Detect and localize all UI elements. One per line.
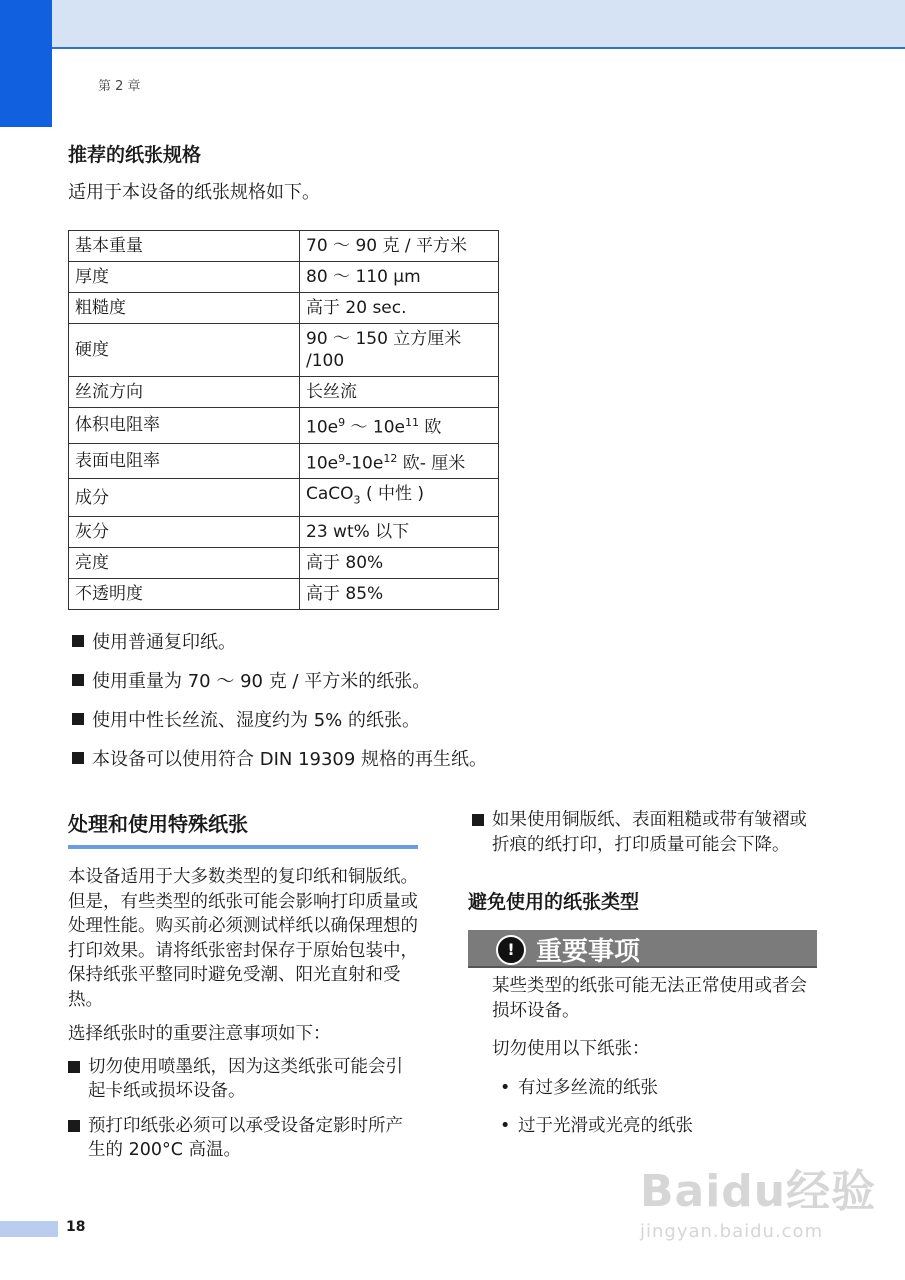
table-row	[69, 408, 499, 444]
table-row	[69, 578, 499, 609]
list-item-text: 预打印纸张必须可以承受设备定影时所产生的 200°C 高温。	[88, 1115, 403, 1160]
important-banner	[468, 930, 817, 968]
spec-label: 表面电阻率	[69, 443, 300, 479]
table-row	[69, 262, 499, 293]
value-part: -10e	[345, 453, 384, 474]
exponent: 9	[338, 416, 346, 429]
spec-value: 高于 85%	[300, 578, 499, 609]
spec-label: 硬度	[69, 324, 300, 377]
chapter-label: 第 2 章	[98, 79, 141, 94]
table-row	[69, 293, 499, 324]
square-bullet-icon	[72, 674, 84, 686]
value-unit: 欧	[419, 417, 442, 438]
bullet-dot-icon: •	[500, 1077, 511, 1098]
square-bullet-icon	[72, 713, 84, 725]
important-text: 切勿使用以下纸张：	[492, 1039, 650, 1059]
spec-value: 90 ～ 150 立方厘米 /100	[300, 324, 499, 377]
right-column	[468, 808, 817, 1152]
list-item-text: 使用重量为 70 ～ 90 克 / 平方米的纸张。	[92, 671, 431, 692]
header-band	[0, 0, 905, 49]
spec-value: 70 ～ 90 克 / 平方米	[300, 231, 499, 262]
square-bullet-icon	[72, 752, 84, 764]
section-title-special-paper: 处理和使用特殊纸张	[68, 812, 248, 836]
section-intro: 适用于本设备的纸张规格如下。	[68, 182, 320, 203]
square-bullet-icon	[68, 1061, 80, 1073]
caution-list-continued	[472, 808, 817, 857]
spec-value	[300, 479, 499, 516]
section-title-recommended-paper: 推荐的纸张规格	[68, 144, 202, 166]
baidu-watermark	[640, 1155, 876, 1242]
paragraph: 选择纸张时的重要注意事项如下：	[68, 1024, 331, 1044]
list-item	[72, 747, 487, 769]
list-item	[68, 1114, 420, 1163]
table-row	[69, 443, 499, 479]
exponent: 9	[338, 451, 346, 465]
footer-band	[0, 1221, 58, 1237]
section-title-avoid-paper: 避免使用的纸张类型	[468, 891, 640, 913]
spec-label: 丝流方向	[69, 377, 300, 408]
spec-value	[300, 408, 499, 444]
exponent: 12	[383, 451, 398, 465]
list-item-text: 使用中性长丝流、湿度约为 5% 的纸张。	[92, 710, 420, 731]
important-text: 某些类型的纸张可能无法正常使用或者会损坏设备。	[492, 976, 807, 1021]
page-number: 18	[66, 1219, 86, 1235]
list-item	[472, 808, 817, 857]
list-item	[500, 1114, 817, 1138]
caution-list	[68, 1055, 420, 1163]
table-row	[69, 231, 499, 262]
subscript: 3	[353, 493, 361, 507]
table-row	[69, 547, 499, 578]
value-unit: 欧- 厘米	[397, 453, 466, 474]
important-title: 重要事项	[536, 937, 641, 967]
spec-label: 成分	[69, 479, 300, 516]
spec-label: 厚度	[69, 262, 300, 293]
table-row	[69, 377, 499, 408]
square-bullet-icon	[472, 814, 484, 826]
spec-value: 高于 80%	[300, 547, 499, 578]
spec-value: 长丝流	[300, 377, 499, 408]
spec-label: 基本重量	[69, 231, 300, 262]
paper-spec-table	[68, 230, 499, 610]
exponent: 11	[405, 416, 419, 429]
watermark-logo-text: Baidu经验	[640, 1166, 877, 1217]
spec-value: 高于 20 sec.	[300, 293, 499, 324]
spec-value	[300, 443, 499, 479]
list-item-text: 切勿使用喷墨纸，因为这类纸张可能会引起卡纸或损坏设备。	[88, 1056, 403, 1101]
recommendation-list	[72, 630, 487, 786]
table-row	[69, 516, 499, 547]
list-item-text: 有过多丝流的纸张	[518, 1077, 658, 1098]
table-row	[69, 324, 499, 377]
value-part: CaCO	[306, 484, 354, 505]
warning-icon: !	[496, 935, 526, 965]
list-item-text: 本设备可以使用符合 DIN 19309 规格的再生纸。	[92, 749, 488, 770]
list-item-text: 如果使用铜版纸、表面粗糙或带有皱褶或折痕的纸打印，打印质量可能会下降。	[492, 810, 807, 855]
spec-label: 体积电阻率	[69, 408, 300, 444]
spec-label: 灰分	[69, 516, 300, 547]
list-item-text: 过于光滑或光亮的纸张	[518, 1115, 693, 1136]
square-bullet-icon	[68, 1120, 80, 1132]
list-item-text: 使用普通复印纸。	[92, 632, 236, 653]
spec-label: 亮度	[69, 547, 300, 578]
list-item	[500, 1076, 817, 1100]
list-item	[72, 708, 487, 730]
spec-label: 粗糙度	[69, 293, 300, 324]
avoid-list	[500, 1076, 817, 1138]
left-column	[68, 808, 420, 1173]
title-underline	[68, 845, 418, 849]
value-part: 10e	[306, 417, 339, 438]
value-part: 10e	[306, 453, 339, 474]
list-item	[72, 630, 487, 652]
value-part: ( 中性 )	[360, 484, 425, 505]
spec-label: 不透明度	[69, 578, 300, 609]
list-item	[68, 1055, 420, 1104]
spec-value: 80 ～ 110 μm	[300, 262, 499, 293]
bullet-dot-icon: •	[500, 1115, 511, 1136]
table-row	[69, 479, 499, 516]
list-item	[72, 669, 487, 691]
value-part: ～ 10e	[345, 417, 405, 438]
square-bullet-icon	[72, 635, 84, 647]
spec-value: 23 wt% 以下	[300, 516, 499, 547]
watermark-url: jingyan.baidu.com	[640, 1221, 824, 1242]
paragraph: 本设备适用于大多数类型的复印纸和铜版纸。但是，有些类型的纸张可能会影响打印质量或处理性能。购买前必须测试样纸以确保理想的打印效果。请将纸张密封保存于原始包装中，保持纸张平整同时避免受潮、阳光直射和受热。	[68, 867, 418, 1010]
chapter-corner-block	[0, 0, 52, 127]
